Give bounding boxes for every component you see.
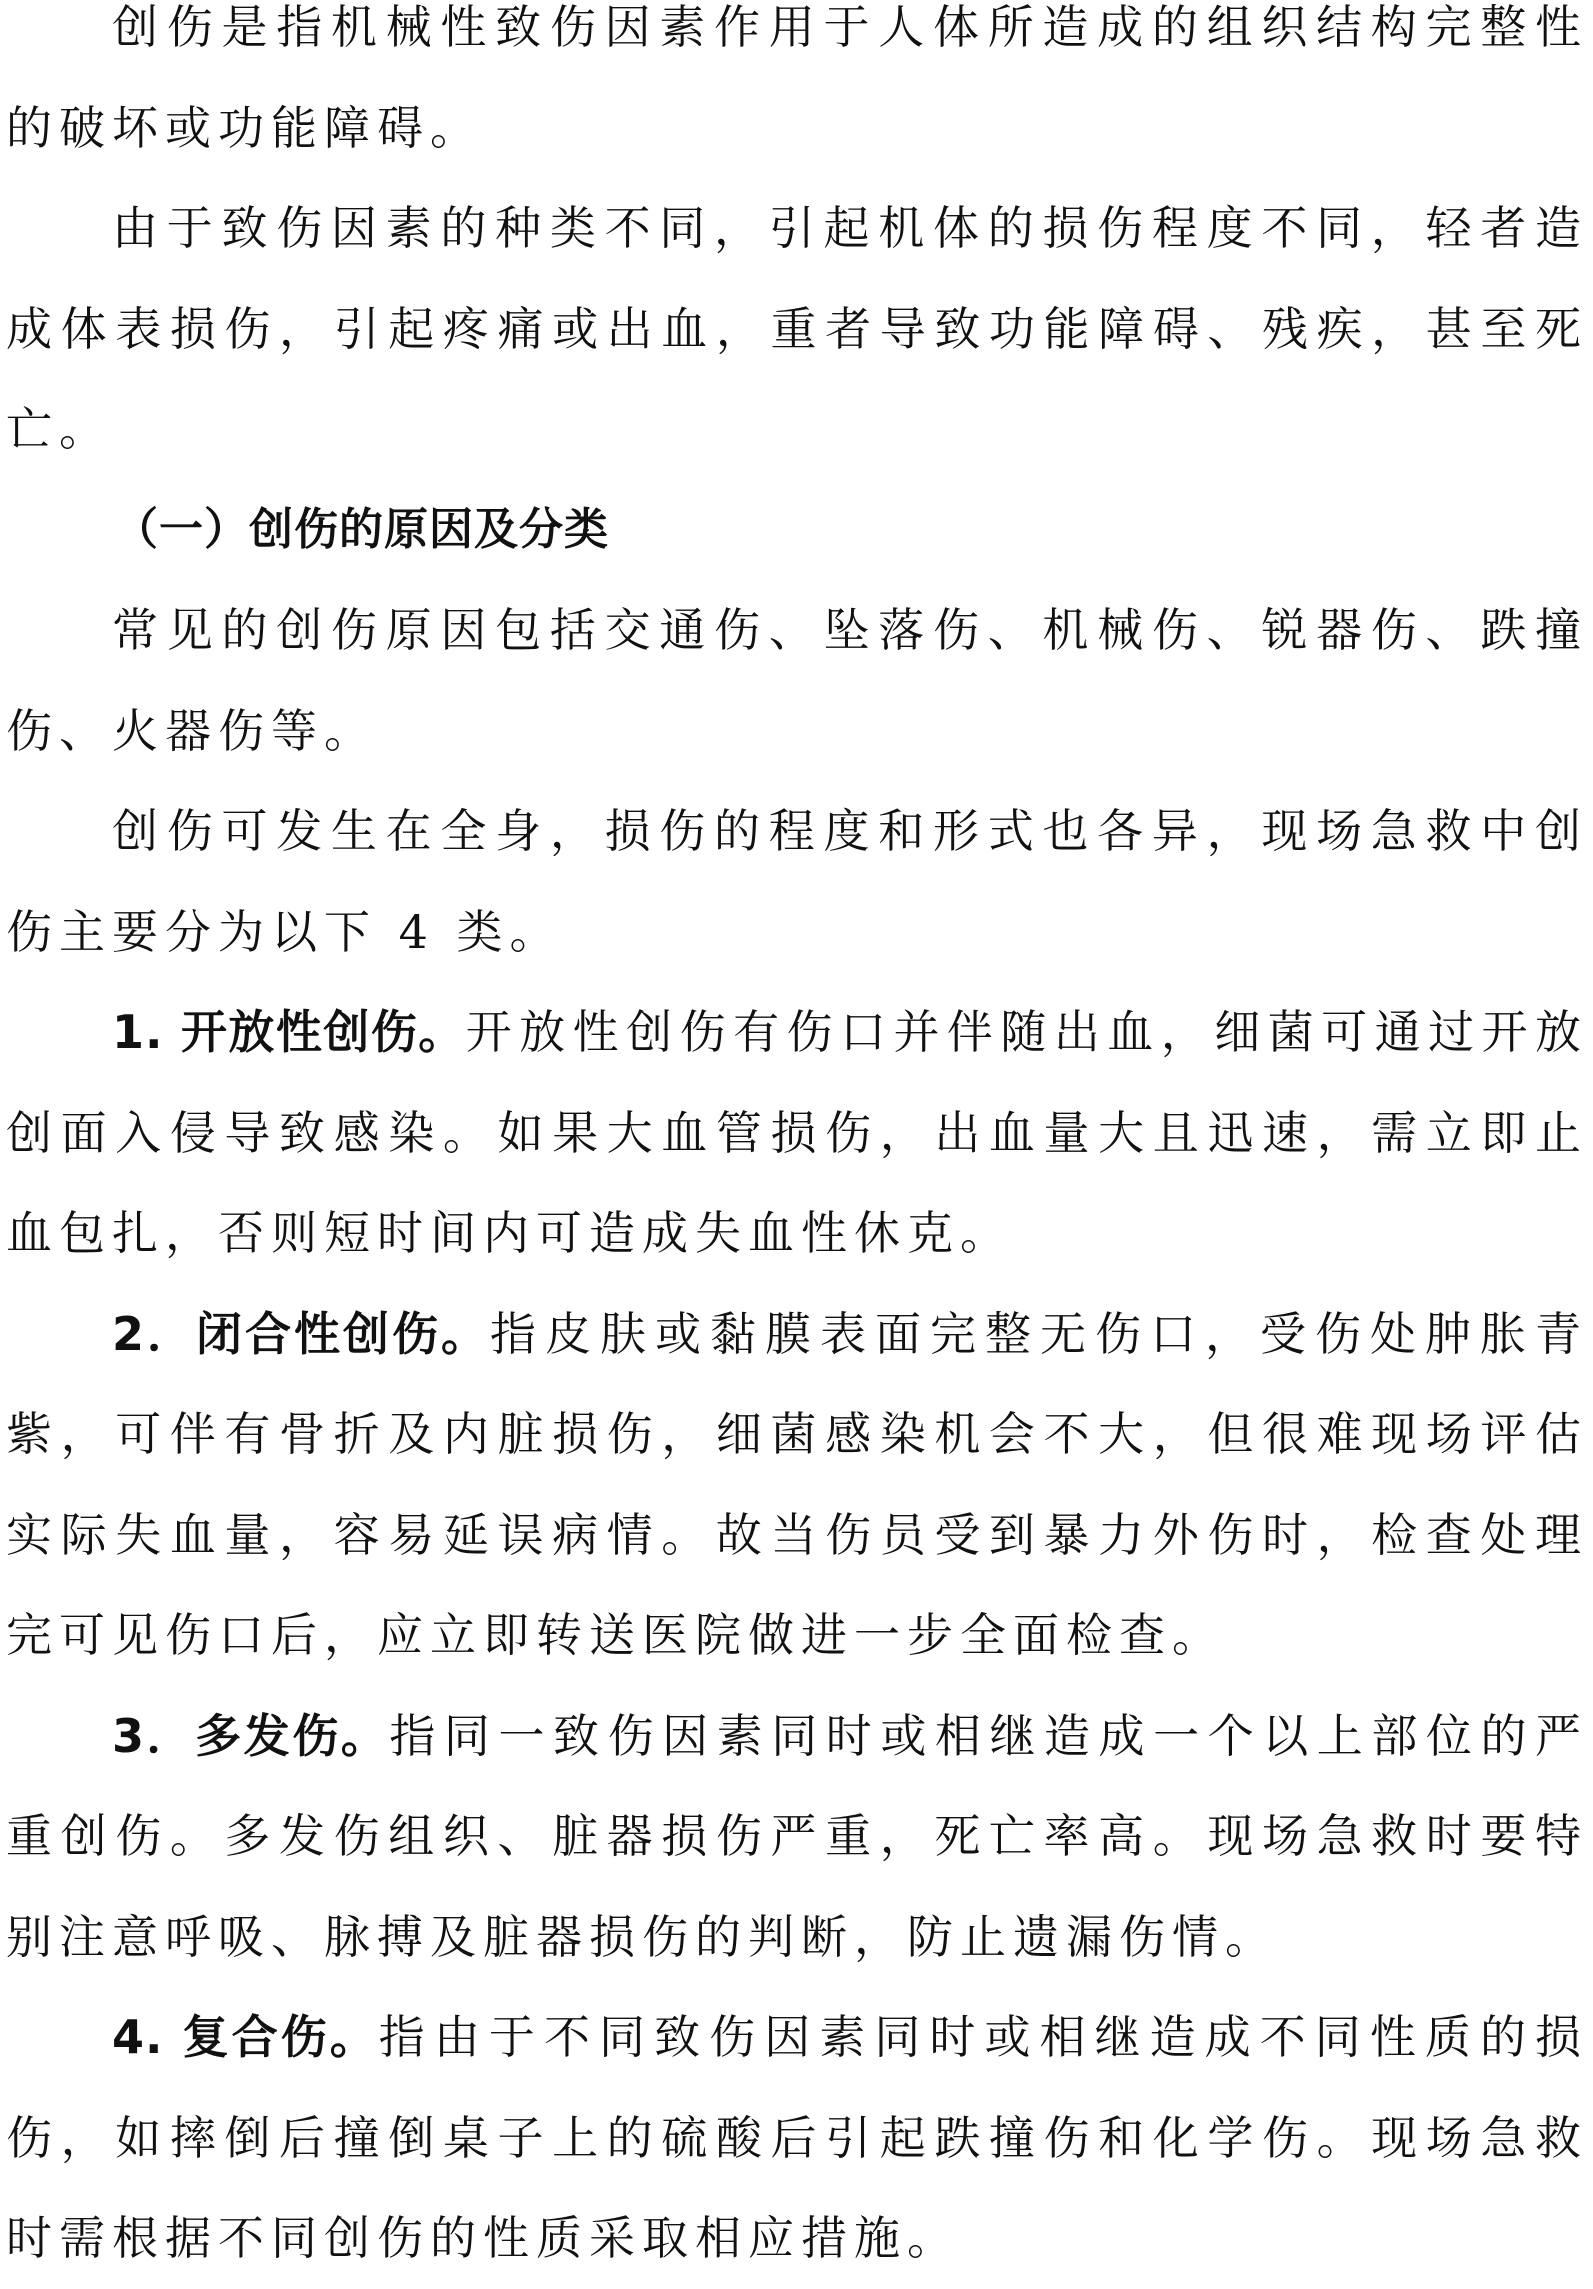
paragraph-text: 创伤可发生在全身，损伤的程度和形式也各异，现场急救中创伤主要分为以下 4 类。: [6, 804, 1588, 959]
category-multiple-injury: [6, 1686, 1588, 1988]
category-open-wound: [6, 982, 1588, 1284]
category-closed-wound: [6, 1284, 1588, 1686]
category-lead: 1. 开放性创伤。: [112, 1005, 466, 1059]
paragraph-causes: [6, 580, 1588, 781]
paragraph-text: 常见的创伤原因包括交通伤、坠落伤、机械伤、锐器伤、跌撞伤、火器伤等。: [6, 603, 1588, 758]
category-text: 开放性创伤有伤口并伴随出血，细菌可通过开放创面入侵导致感染。如果大血管损伤，出血量大且迅速，需立即止血包扎，否则短时间内可造成失血性休克。: [6, 1005, 1589, 1260]
category-text: 指皮肤或黏膜表面完整无伤口，受伤处肿胀青紫，可伴有骨折及内脏损伤，细菌感染机会不大，但很难现场评估实际失血量，容易延误病情。故当伤员受到暴力外伤时，检查处理完可见伤口后，应立即转送医院做进一步全面检查。: [6, 1306, 1589, 1662]
category-combined-injury: [6, 1987, 1588, 2289]
paragraph-classification-intro: [6, 781, 1588, 982]
category-lead: 3．多发伤。: [112, 1708, 390, 1763]
paragraph-text: 创伤是指机械性致伤因素作用于人体所造成的组织结构完整性的破坏或功能障碍。: [6, 0, 1588, 155]
category-lead: 2．闭合性创伤。: [112, 1306, 491, 1361]
paragraph-text: 由于致伤因素的种类不同，引起机体的损伤程度不同，轻者造成体表损伤，引起疼痛或出血，重者导致功能障碍、残疾，甚至死亡。: [6, 201, 1588, 456]
category-lead: 4. 复合伤。: [112, 2010, 379, 2064]
section-heading: （一）创伤的原因及分类: [114, 503, 609, 555]
paragraph-severity: [6, 178, 1588, 480]
paragraph-definition: [6, 0, 1588, 178]
category-text: 指由于不同致伤因素同时或相继造成不同性质的损伤，如摔倒后撞倒桌子上的硫酸后引起跌撞伤和化学伤。现场急救时需根据不同创伤的性质采取相应措施。: [6, 2010, 1589, 2265]
category-text: 指同一致伤因素同时或相继造成一个以上部位的严重创伤。多发伤组织、脏器损伤严重，死亡率高。现场急救时要特别注意呼吸、脉搏及脏器损伤的判断，防止遗漏伤情。: [6, 1708, 1588, 1964]
